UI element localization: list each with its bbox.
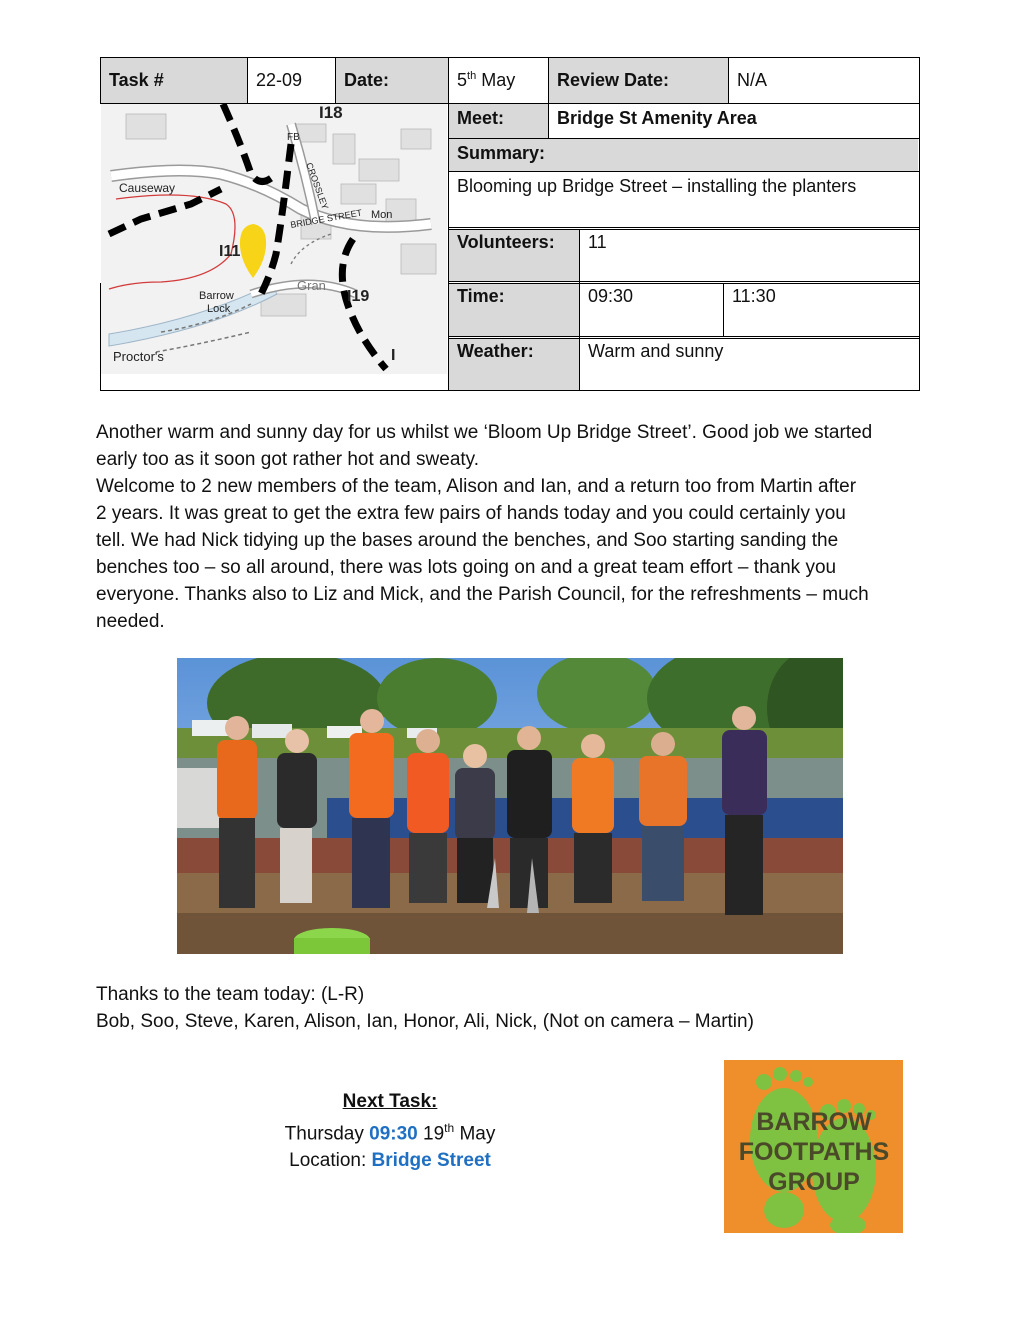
weather-label: Weather: xyxy=(457,341,534,361)
map-label-lock: Lock xyxy=(207,303,231,315)
route-map xyxy=(101,104,447,374)
meet-label: Meet: xyxy=(457,108,505,128)
meet-value: Bridge St Amenity Area xyxy=(557,108,757,128)
barrow-footpaths-logo xyxy=(724,1060,903,1233)
report-line: benches too – so all around, there was lots going on and a great team effort – thank you xyxy=(96,557,837,578)
map-label-crossley: CROSSLEY xyxy=(304,161,331,211)
map-label-i11: I11 xyxy=(219,243,241,260)
next-task-block xyxy=(240,1088,540,1174)
volunteers-label: Volunteers: xyxy=(457,232,555,252)
date-value: 5th May xyxy=(457,70,516,90)
report-line: 2 years. It was great to get the extra few pairs of hands today and you could certainly you xyxy=(96,503,846,524)
report-line: Welcome to 2 new members of the team, Alison and Ian, and a return too from Martin after xyxy=(96,476,857,497)
time-start: 09:30 xyxy=(588,286,634,306)
map-label-fb: FB xyxy=(287,132,300,143)
review-date-value: N/A xyxy=(737,70,768,90)
report-line: everyone. Thanks also to Liz and Mick, and the Parish Council, for the refreshments – much xyxy=(96,584,869,605)
report-line: Another warm and sunny day for us whilst we ‘Bloom Up Bridge Street’. Good job we started xyxy=(96,422,873,443)
logo-line-1: BARROW xyxy=(756,1108,872,1136)
next-task-location-value: Bridge Street xyxy=(371,1150,491,1172)
next-task-time: 09:30 xyxy=(369,1123,418,1145)
summary-label: Summary: xyxy=(457,143,546,163)
next-task-location: Location: Bridge Street xyxy=(289,1150,491,1172)
task-number-value: 22-09 xyxy=(256,70,303,90)
date-label: Date: xyxy=(344,70,390,90)
map-label-causeway: Causeway xyxy=(119,181,176,195)
report-line: needed. xyxy=(96,611,165,632)
next-task-when: Thursday 09:30 19th May xyxy=(284,1121,496,1145)
task-number-label: Task # xyxy=(109,70,164,90)
summary-value: Blooming up Bridge Street – installing the planters xyxy=(457,176,857,196)
map-label-mon: Mon xyxy=(371,209,393,221)
map-label-proctors: Proctor's xyxy=(113,349,164,364)
weather-value: Warm and sunny xyxy=(588,341,724,361)
map-label-i18: I18 xyxy=(319,104,343,122)
map-label-gran: Gran xyxy=(297,278,326,293)
review-date-label: Review Date: xyxy=(557,70,670,90)
logo-line-2: FOOTPATHS xyxy=(738,1138,890,1166)
time-label: Time: xyxy=(457,286,505,306)
map-label-i19: I19 xyxy=(347,288,370,305)
volunteers-value: 11 xyxy=(588,232,607,252)
logo-line-3: GROUP xyxy=(768,1168,860,1196)
report-line: tell. We had Nick tidying up the bases around the benches, and Soo starting sanding the xyxy=(96,530,839,551)
next-task-heading: Next Task: xyxy=(342,1091,438,1112)
map-label-i-edge: I xyxy=(391,347,396,364)
map-label-bridge-street: BRIDGE STREET xyxy=(289,207,363,230)
thanks-block xyxy=(96,981,956,1035)
time-end: 11:30 xyxy=(732,286,776,306)
report-line: early too as it soon got rather hot and sweaty. xyxy=(96,449,480,470)
map-label-barrow: Barrow xyxy=(199,290,234,302)
team-photo xyxy=(177,658,843,954)
thanks-heading: Thanks to the team today: (L-R) xyxy=(96,984,365,1005)
thanks-names: Bob, Soo, Steve, Karen, Alison, Ian, Honor, Ali, Nick, (Not on camera – Martin) xyxy=(96,1011,754,1032)
report-body xyxy=(96,419,956,635)
